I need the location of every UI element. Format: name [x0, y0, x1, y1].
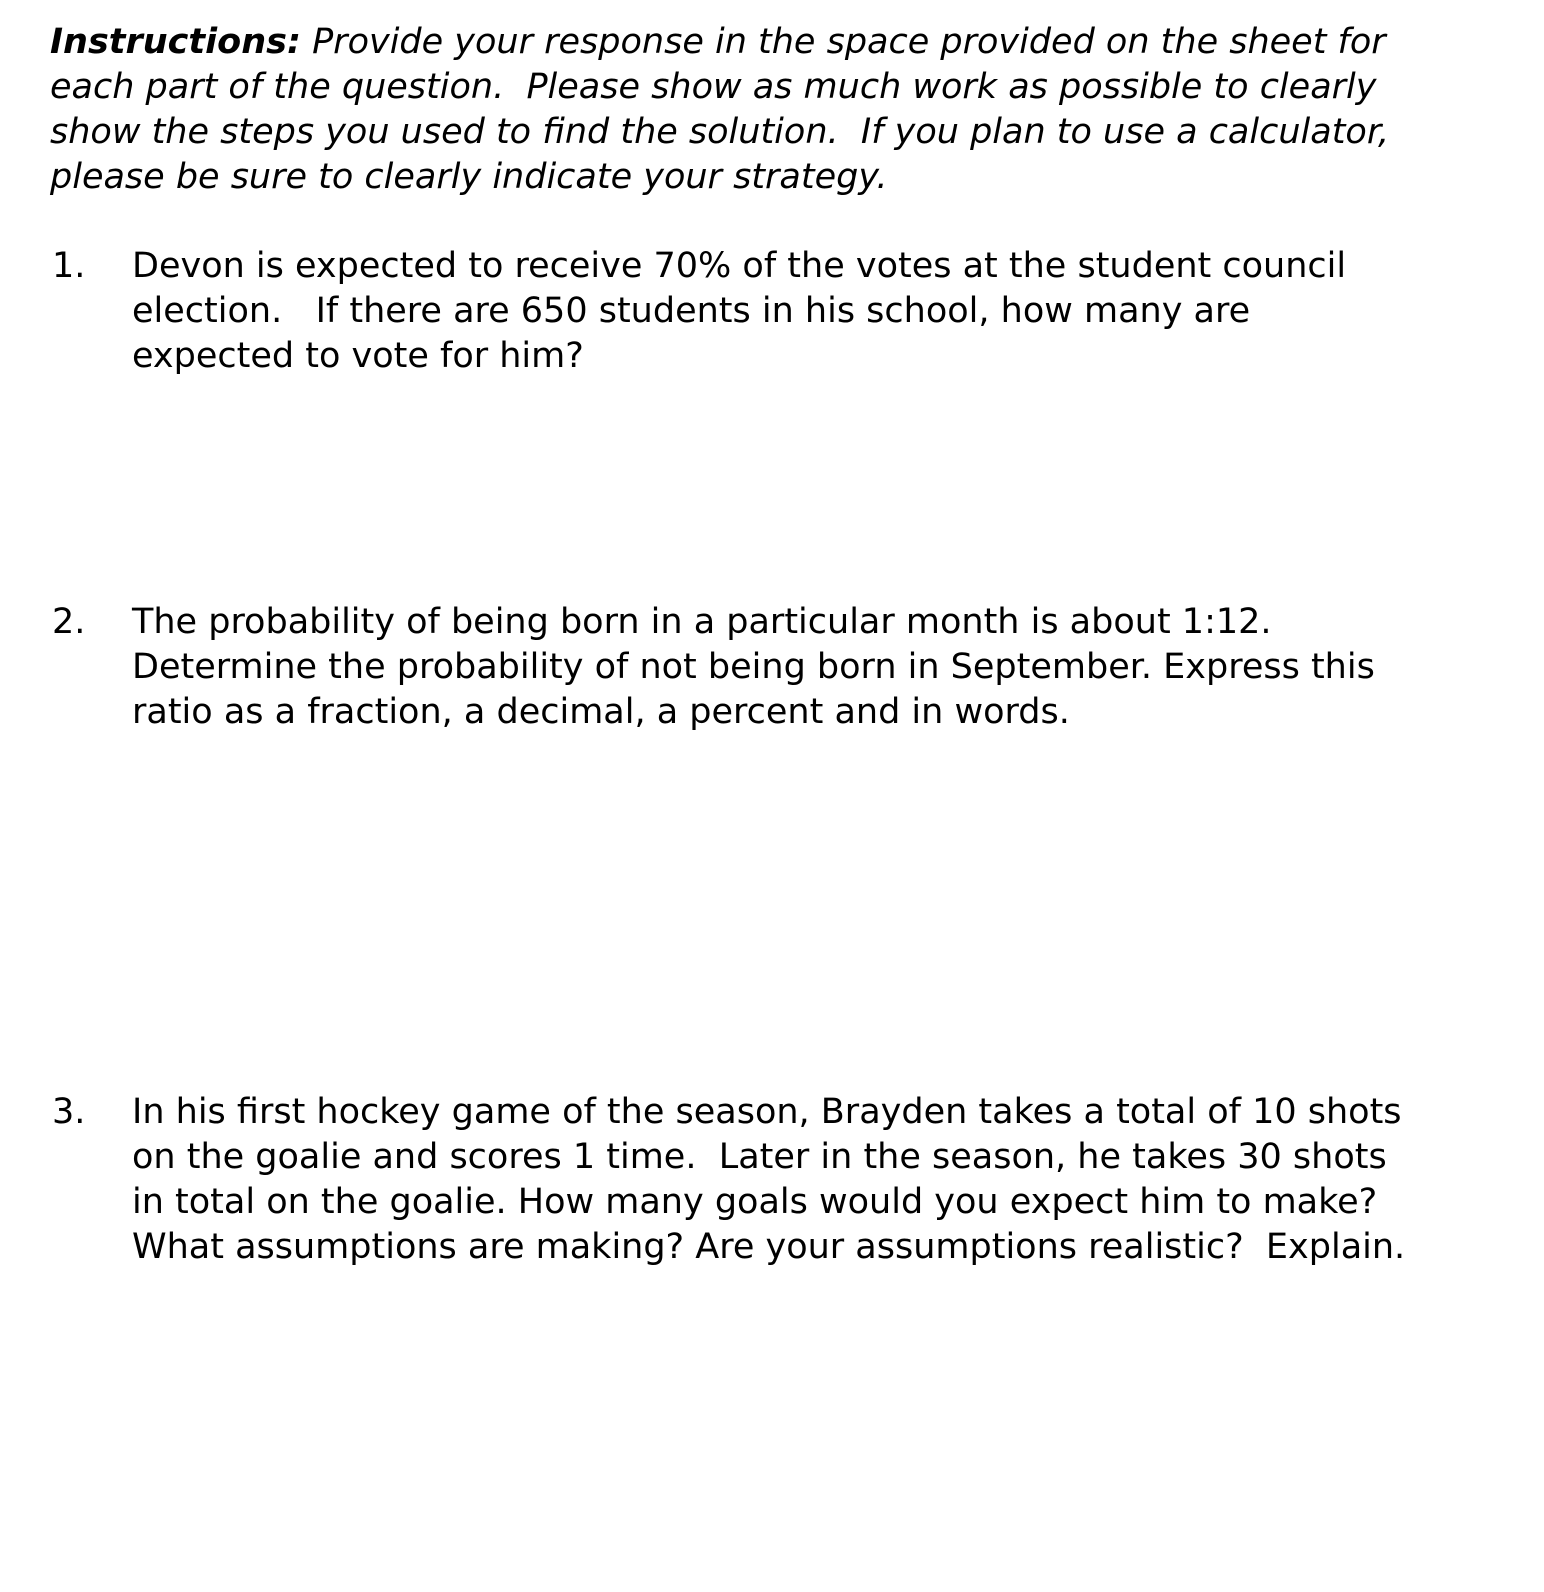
question-line: Devon is expected to receive 70% of the votes at the student council	[132, 246, 1347, 286]
question-text	[132, 600, 1512, 735]
instructions-line-2: each part of the question. Please show as much work as possible to clearly	[50, 67, 1377, 107]
question-line: on the goalie and scores 1 time. Later in the season, he takes 30 shots	[132, 1137, 1387, 1177]
question-line: election. If there are 650 students in his school, how many are	[132, 291, 1251, 331]
question-number: 2.	[52, 602, 86, 642]
instructions-text: Provide your response in the space provided on the sheet for	[300, 22, 1386, 62]
question-2	[52, 600, 1512, 735]
question-1	[52, 244, 1512, 379]
question-number: 1.	[52, 246, 86, 286]
instructions-label: Instructions:	[50, 22, 301, 62]
question-line: The probability of being born in a particular month is about 1:12.	[132, 602, 1272, 642]
question-line: What assumptions are making? Are your assumptions realistic? Explain.	[132, 1227, 1406, 1267]
instructions-block	[50, 20, 1510, 200]
instructions-line-3: show the steps you used to find the solution. If you plan to use a calculator,	[50, 112, 1390, 152]
instructions-line-4: please be sure to clearly indicate your strategy.	[50, 157, 888, 197]
question-text	[132, 1090, 1512, 1270]
question-line: Determine the probability of not being born in September. Express this	[132, 647, 1375, 687]
question-text	[132, 244, 1512, 379]
question-line: ratio as a fraction, a decimal, a percent and in words.	[132, 692, 1070, 732]
question-line: in total on the goalie. How many goals would you expect him to make?	[132, 1182, 1378, 1222]
question-3	[52, 1090, 1512, 1270]
question-number: 3.	[52, 1092, 86, 1132]
question-line: In his first hockey game of the season, Brayden takes a total of 10 shots	[132, 1092, 1402, 1132]
instructions-line-1	[50, 20, 1510, 65]
question-line: expected to vote for him?	[132, 336, 584, 376]
